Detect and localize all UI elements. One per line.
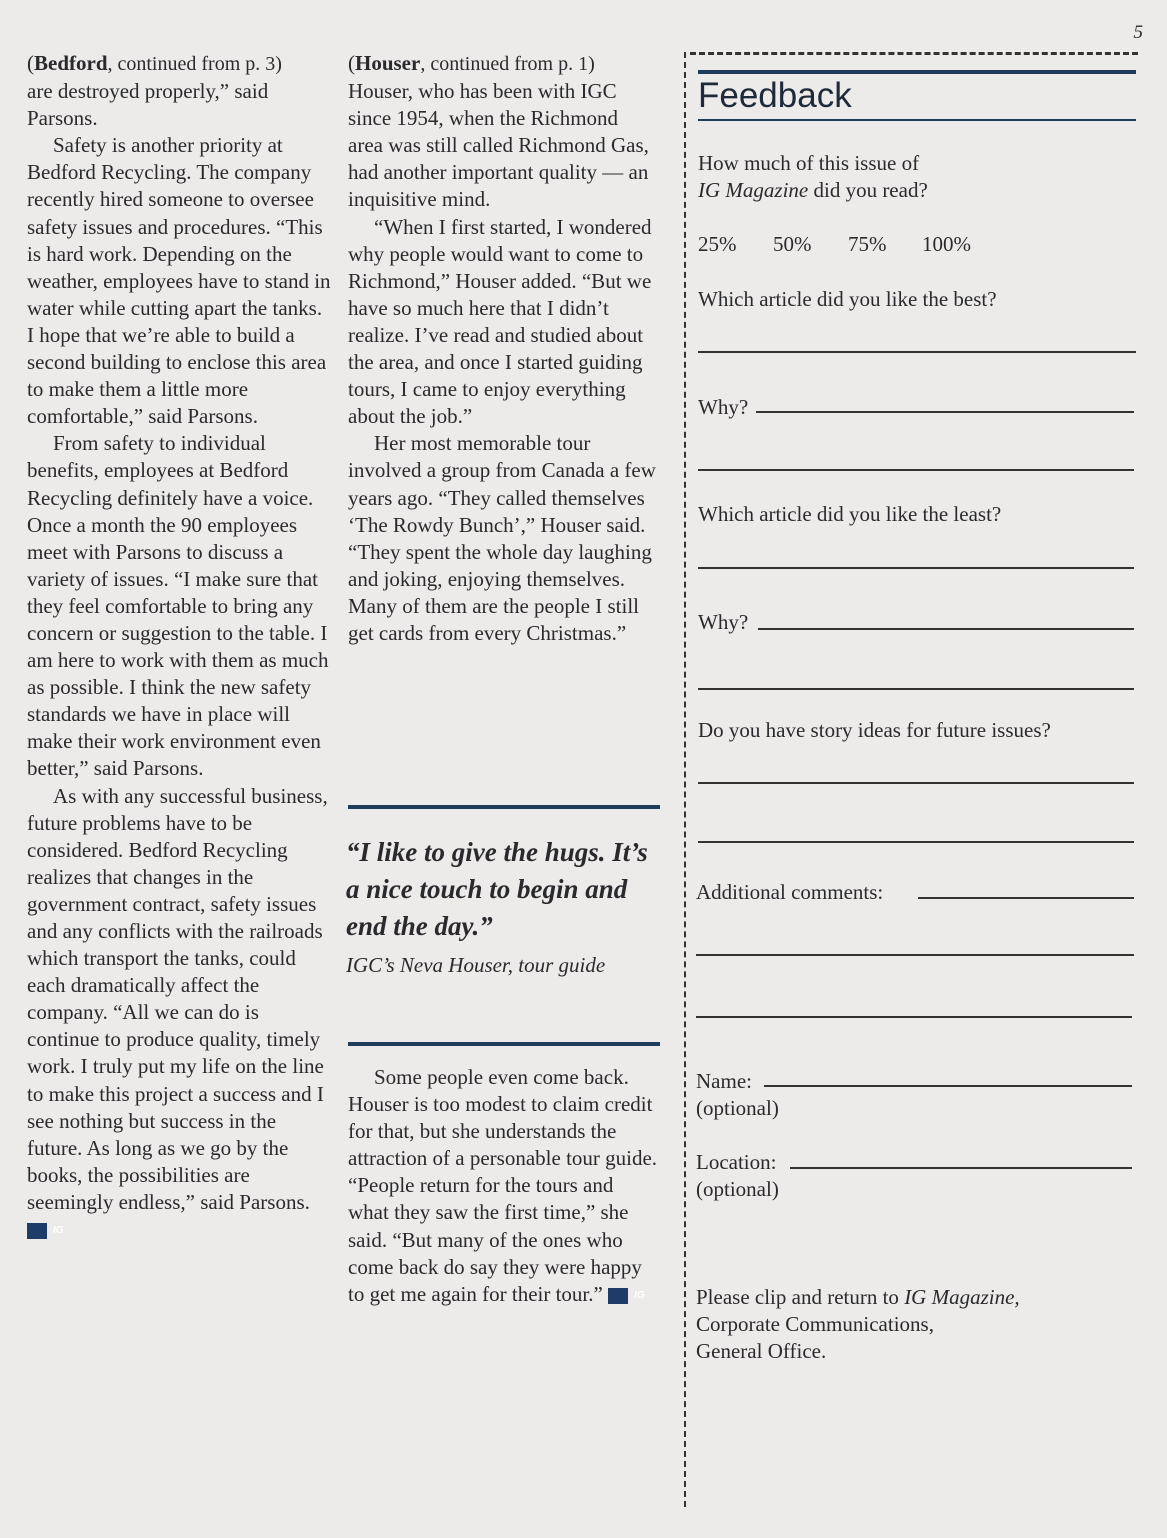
- paragraph: “When I first started, I wondered why people would want to come to Richmond,” Houser added. “But we have so much here that I didn’t realize. I’ve read and studied about the area, and once I started guiding tours, I came to enjoy everything about the job.”: [348, 214, 652, 429]
- houser-lead-name: Houser: [355, 51, 421, 75]
- question-story-ideas: Do you have story ideas for future issues?: [698, 718, 1051, 742]
- pullquote-rule-bottom: [348, 1042, 660, 1046]
- location-label: Location:: [696, 1150, 777, 1174]
- return-line-3: General Office.: [696, 1339, 827, 1363]
- name-field-label: [696, 1068, 779, 1122]
- feedback-rule-top: [698, 70, 1136, 74]
- answer-line-why-least[interactable]: [758, 628, 1134, 630]
- question-best: Which article did you like the best?: [698, 287, 997, 311]
- name-field[interactable]: [764, 1085, 1132, 1087]
- question-how-much: [698, 150, 1128, 204]
- bedford-lead-name: Bedford: [34, 51, 108, 75]
- magazine-name: IG Magazine: [698, 178, 809, 202]
- return-line-1: [696, 1284, 1126, 1311]
- question-text: How much of this issue of: [698, 151, 920, 175]
- answer-line-ideas-2[interactable]: [698, 841, 1134, 843]
- houser-article-continued: [348, 1064, 658, 1308]
- pullquote-rule-top: [348, 805, 660, 809]
- answer-line-comments-2[interactable]: [696, 954, 1134, 956]
- percent-option-50[interactable]: 50%: [773, 232, 812, 256]
- paragraph: Her most memorable tour involved a group from Canada a few years ago. “They called themselves ‘The Rowdy Bunch’,” Houser said. “They spent the whole day laughing and joking, enjoying themselves. Many of them are the people I still get cards from every Christmas.”: [348, 431, 656, 645]
- paragraph: Safety is another priority at Bedford Recycling. The company recently hired someone to oversee safety issues and procedures. “This is hard work. Depending on the weather, employees have to stand in water while cutting apart the tanks. I hope that we’re able to build a second building to enclose this area to make them a little more comfortable,” said Parsons.: [27, 133, 331, 429]
- paragraph: [27, 783, 332, 1244]
- clip-border-left: [684, 52, 686, 1507]
- why-label: Why?: [698, 610, 749, 634]
- question-text: [698, 177, 1128, 204]
- paragraph: From safety to individual benefits, employees at Bedford Recycling definitely have a voice. Once a month the 90 employees meet with Parsons to discuss a variety of issues. “I make sure that they feel comfortable to bring any concern or suggestion to the table. I am here to work with them as much as possible. I think the new safety standards we have in place will make their work environment even better,” said Parsons.: [27, 431, 329, 781]
- optional-note: (optional): [696, 1096, 779, 1120]
- answer-line-why-best[interactable]: [756, 411, 1134, 413]
- paragraph-text: Some people even come back. Houser is too modest to claim credit for that, but she understands the attraction of a personable tour guide. “People return for the tours and what they saw the first time,” she said. “But many of the ones who come back do say they were happy to get me again for their tour.”: [348, 1065, 658, 1306]
- continued-from-label: , continued from p. 3): [107, 53, 282, 75]
- clip-border-top: [690, 52, 1138, 55]
- percent-option-75[interactable]: 75%: [848, 232, 887, 256]
- magazine-name: IG Magazine,: [904, 1285, 1020, 1309]
- paragraph: are destroyed properly,” said Parsons.: [27, 79, 269, 131]
- optional-note: (optional): [696, 1177, 779, 1201]
- houser-article: [348, 50, 658, 647]
- feedback-title: Feedback: [698, 76, 852, 115]
- location-field[interactable]: [790, 1167, 1132, 1169]
- pullquote: [346, 834, 658, 978]
- continued-from-label: , continued from p. 1): [420, 53, 595, 75]
- page-number: 5: [1133, 22, 1143, 43]
- pullquote-text: “I like to give the hugs. It’s a nice touch to begin and end the day.”: [346, 837, 648, 941]
- answer-line-ideas[interactable]: [698, 782, 1134, 784]
- answer-line-comments[interactable]: [918, 897, 1134, 899]
- ig-logo-icon: IG: [27, 1223, 47, 1239]
- answer-line-why-least-2[interactable]: [698, 688, 1134, 690]
- paragraph: Houser, who has been with IGC since 1954, when the Richmond area was still called Richmond Gas, had another important quality — an inquisitive mind.: [348, 79, 649, 212]
- paragraph: [348, 1064, 658, 1308]
- bedford-article: [27, 50, 332, 1243]
- bedford-continued-line: (Bedford, continued from p. 3): [27, 51, 282, 75]
- question-least: Which article did you like the least?: [698, 502, 1002, 526]
- return-line-2: Corporate Communications,: [696, 1312, 934, 1336]
- name-label: Name:: [696, 1069, 752, 1093]
- question-text-rest: did you read?: [808, 178, 928, 202]
- percent-option-100[interactable]: 100%: [922, 232, 971, 256]
- ig-logo-icon: IG: [608, 1288, 628, 1304]
- pullquote-attribution: IGC’s Neva Houser, tour guide: [346, 953, 606, 977]
- answer-line-least[interactable]: [698, 567, 1134, 569]
- answer-line-why-best-2[interactable]: [698, 469, 1134, 471]
- answer-line-best[interactable]: [698, 351, 1136, 353]
- houser-continued-line: (Houser, continued from p. 1): [348, 51, 595, 75]
- return-instructions: [696, 1284, 1126, 1365]
- why-label: Why?: [698, 395, 749, 419]
- additional-comments-label: Additional comments:: [696, 880, 884, 904]
- return-text: Please clip and return to: [696, 1285, 905, 1309]
- location-field-label: [696, 1149, 779, 1203]
- feedback-rule-bottom: [698, 119, 1136, 121]
- paragraph-text: As with any successful business, future problems have to be considered. Bedford Recycling realizes that changes in the government contract, safety issues and any conflicts with the railroads which transport the tanks, could each dramatically affect the company. “All we can do is continue to produce quality, timely work. I truly put my life on the line to make this project a success and I see nothing but success in the future. As long as we go by the books, the possibilities are seemingly endless,” said Parsons.: [27, 783, 328, 1214]
- answer-line-comments-3[interactable]: [696, 1016, 1132, 1018]
- percent-option-25[interactable]: 25%: [698, 232, 737, 256]
